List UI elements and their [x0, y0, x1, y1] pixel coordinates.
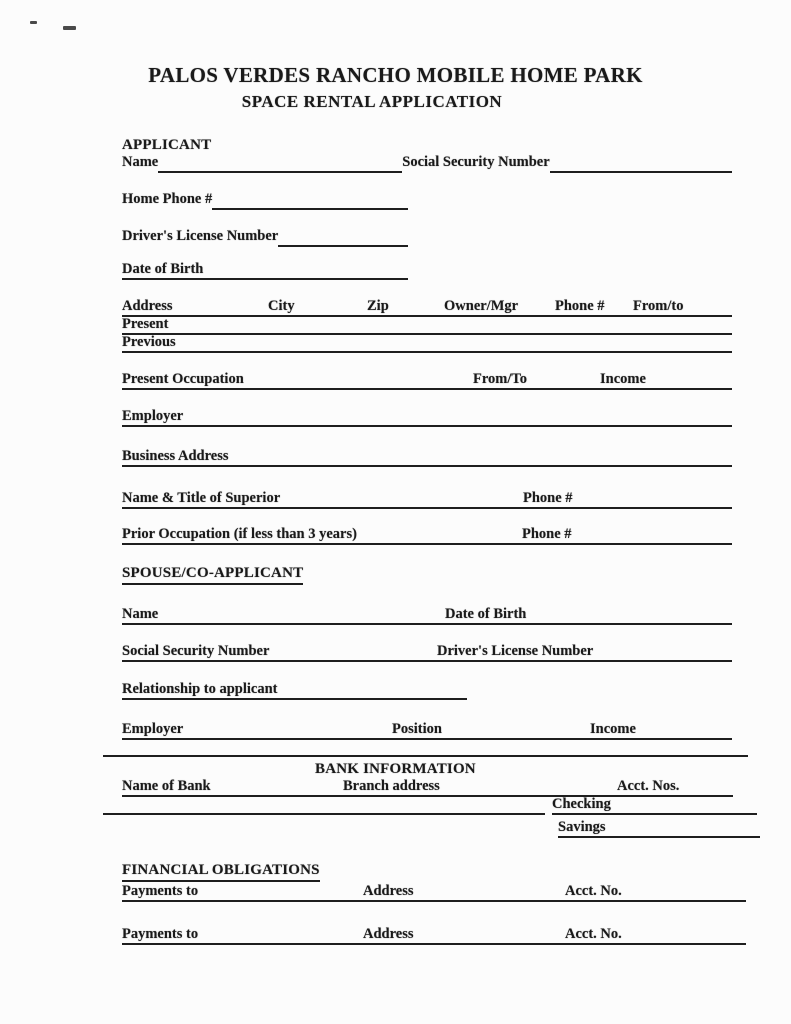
superior-label: Name & Title of Superior	[122, 490, 281, 506]
section-divider-line	[103, 755, 748, 757]
applicant-employer-input-line[interactable]	[183, 407, 732, 427]
payments-to-label: Payments to	[122, 926, 199, 942]
superior-phone-label: Phone #	[523, 490, 573, 506]
name-of-bank-label: Name of Bank	[122, 778, 211, 794]
form-title: PALOS VERDES RANCHO MOBILE HOME PARK	[148, 63, 643, 87]
date-of-birth-label: Date of Birth	[122, 261, 203, 280]
col-phone-label: Phone #	[555, 298, 605, 314]
col-from-to-label: From/to	[633, 298, 684, 314]
business-address-label: Business Address	[122, 448, 229, 467]
checking-row	[552, 795, 757, 815]
business-address-input-line[interactable]	[229, 447, 732, 467]
financial-section-heading: FINANCIAL OBLIGATIONS	[122, 862, 320, 882]
form-subtitle: SPACE RENTAL APPLICATION	[241, 92, 503, 111]
payments-row-1[interactable]	[122, 882, 746, 902]
previous-address-label: Previous	[122, 334, 176, 353]
prior-occupation-row[interactable]	[122, 525, 732, 545]
address-history-header-row	[122, 297, 732, 317]
spouse-ssn-label: Social Security Number	[122, 643, 270, 659]
spouse-income-label: Income	[590, 721, 636, 737]
relationship-row	[122, 680, 467, 700]
checking-label: Checking	[552, 796, 611, 815]
spouse-name-dob-row[interactable]	[122, 605, 732, 625]
spouse-dob-label: Date of Birth	[445, 606, 527, 622]
checking-input-line[interactable]	[611, 795, 757, 815]
spouse-dl-label: Driver's License Number	[437, 643, 594, 659]
col-zip-label: Zip	[367, 298, 389, 314]
spouse-employer-row[interactable]	[122, 720, 732, 740]
branch-address-label: Branch address	[343, 778, 440, 794]
drivers-license-input-line[interactable]	[278, 227, 408, 247]
drivers-license-label: Driver's License Number	[122, 228, 279, 244]
col-city-label: City	[268, 298, 295, 314]
payments-row-2[interactable]	[122, 925, 746, 945]
previous-address-row	[122, 333, 732, 353]
applicant-ssn-input-line[interactable]	[550, 153, 732, 173]
spouse-name-label: Name	[122, 606, 159, 622]
business-address-row	[122, 447, 732, 467]
col-owner-mgr-label: Owner/Mgr	[444, 298, 519, 314]
relationship-input-line[interactable]	[278, 680, 468, 700]
home-phone-input-line[interactable]	[212, 190, 408, 210]
present-address-input-line[interactable]	[168, 315, 732, 335]
payments-acct-no-label: Acct. No.	[565, 883, 622, 899]
prior-occupation-label: Prior Occupation (if less than 3 years)	[122, 526, 357, 542]
relationship-label: Relationship to applicant	[122, 681, 278, 700]
payments-acct-no-label: Acct. No.	[565, 926, 622, 942]
applicant-name-input-line[interactable]	[158, 153, 402, 173]
payments-address-label: Address	[363, 926, 414, 942]
applicant-employer-row	[122, 407, 732, 427]
present-occupation-row[interactable]	[122, 370, 732, 390]
savings-row	[558, 818, 760, 838]
bank-section-heading: BANK INFORMATION	[315, 761, 476, 777]
applicant-ssn-label: Social Security Number	[402, 154, 550, 170]
home-phone-row	[122, 190, 408, 210]
superior-row[interactable]	[122, 489, 732, 509]
occupation-income-label: Income	[600, 371, 646, 387]
previous-address-input-line[interactable]	[176, 333, 732, 353]
bank-blank-line[interactable]	[103, 813, 545, 815]
applicant-employer-label: Employer	[122, 408, 183, 427]
present-address-row	[122, 315, 732, 335]
home-phone-label: Home Phone #	[122, 191, 213, 207]
applicant-name-ssn-row	[122, 153, 732, 173]
bank-name-row[interactable]	[122, 777, 733, 797]
spouse-position-label: Position	[392, 721, 442, 737]
present-address-label: Present	[122, 316, 168, 335]
spouse-section-heading: SPOUSE/CO-APPLICANT	[122, 565, 303, 585]
prior-phone-label: Phone #	[522, 526, 572, 542]
savings-label: Savings	[558, 819, 606, 838]
occupation-from-to-label: From/To	[473, 371, 527, 387]
date-of-birth-row	[122, 260, 408, 280]
applicant-section-heading: APPLICANT	[122, 137, 212, 153]
spouse-employer-label: Employer	[122, 721, 184, 737]
payments-to-label: Payments to	[122, 883, 199, 899]
payments-address-label: Address	[363, 883, 414, 899]
drivers-license-row	[122, 227, 408, 247]
present-occupation-label: Present Occupation	[122, 371, 244, 387]
spouse-ssn-dl-row[interactable]	[122, 642, 732, 662]
scan-artifact-dash	[30, 21, 37, 24]
scan-artifact-dash	[63, 26, 76, 30]
savings-input-line[interactable]	[606, 818, 760, 838]
date-of-birth-input-line[interactable]	[203, 260, 408, 280]
acct-nos-label: Acct. Nos.	[617, 778, 680, 794]
applicant-name-label: Name	[122, 154, 159, 170]
col-address-label: Address	[122, 298, 173, 314]
